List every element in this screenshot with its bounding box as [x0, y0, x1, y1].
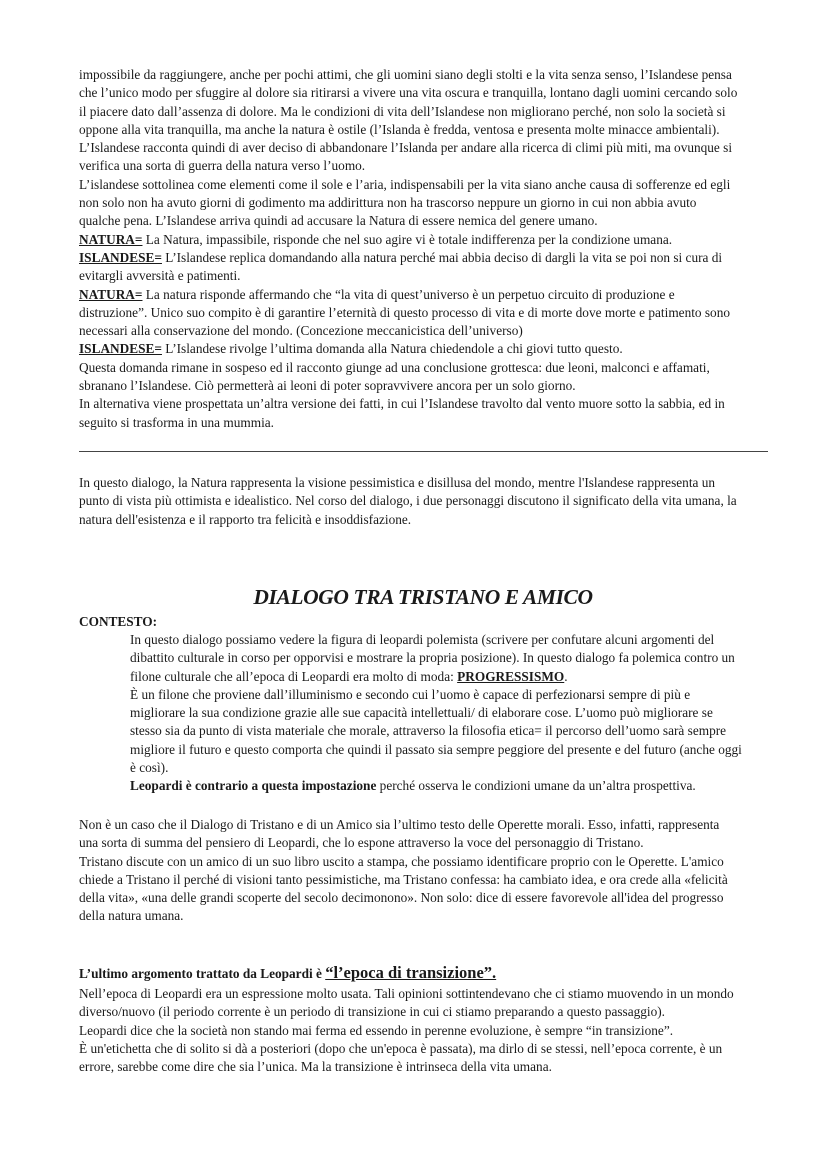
text-line: Nell’epoca di Leopardi era un espressione molto usata. Tali opinioni sottintendevano che ci stiamo muovendo in un mondo [79, 986, 734, 1001]
bold-statement: Leopardi è contrario a questa impostazione [130, 778, 377, 794]
text-line: L’islandese sottolinea come elementi come il sole e l’aria, indispensabili per la vita siano anche causa di sofferenze ed egli [79, 176, 731, 192]
text-line: Tristano discute con un amico di un suo libro uscito a stampa, che possiamo identificare proprio con le Operette. L'amico [79, 853, 724, 869]
dialogue-text: L’Islandese rivolge l’ultima domanda alla Natura chiedendole a chi giovi tutto questo. [161, 341, 623, 357]
text-line: il piacere dato dall’assenza di dolore. Ma le condizioni di vita dell’Islandese non migliorano perché, non solo la società si [79, 103, 726, 119]
dialogue-natura-1 [79, 231, 769, 249]
text-line: che l’unico modo per sfuggire al dolore sia ritirarsi a vivere una vita oscura e tranquilla, lontano dagli uomini cercando solo [79, 85, 738, 101]
dialogue-islandese-1 [79, 249, 769, 267]
tristano-paragraph [79, 816, 769, 926]
text-line: non solo non ha avuto giorni di godimento ma addirittura non ha trascorso neppure un giorno in cui non abbia avuto [79, 195, 697, 211]
text-line: chiede a Tristano il perché di visioni tanto pessimistiche, ma Tristano confessa: ha cambiato idea, e ora crede alla «felicità [79, 871, 728, 887]
text-line: migliore il futuro e questo comporta che quindi il passato sia sempre peggiore del presente e del futuro (anche oggi [130, 741, 742, 757]
text-span: filone culturale che all’epoca di Leopardi era molto di moda: [130, 668, 458, 684]
text-line: necessari alla conservazione del mondo. (Concezione meccanicistica dell’universo) [79, 323, 523, 339]
text-line [130, 777, 772, 795]
contesto-paragraph [130, 631, 772, 796]
text-line: migliorare la sua condizione grazie alle sue capacità intellettuali/ di elaborare cose. L’uomo può migliorare se [130, 705, 713, 721]
summary-paragraph [79, 474, 769, 529]
transizione-section [79, 962, 769, 1076]
horizontal-divider [79, 451, 768, 452]
text-line: errore, sarebbe come dire che sia l’unica. Ma la transizione è intrinseca della vita umana. [79, 1059, 552, 1075]
text-line: della vita», «una delle grandi scoperte del secolo decimonono». Non solo: dice di essere favorevole all'idea del progresso [79, 890, 724, 906]
text-line: impossibile da raggiungere, anche per pochi attimi, che gli uomini siano degli stolti e la vita senza senso, l’Islandese pensa [79, 67, 732, 82]
heading-text: L’ultimo argomento trattato da Leopardi è [79, 966, 326, 981]
speaker-label-natura: NATURA= [79, 286, 143, 302]
text-line: distruzione”. Unico suo compito è di garantire l’eternità di questo processo di vita e di morte dove morte e patimento sono [79, 304, 731, 320]
intro-paragraph [79, 66, 769, 432]
dialogue-text: La Natura, impassibile, risponde che nel suo agire vi è totale indifferenza per la condizione umana. [142, 231, 673, 247]
text-line: una sorta di summa del pensiero di Leopardi, che lo espone attraverso la voce del personaggio di Tristano. [79, 835, 644, 851]
text-line: della natura umana. [79, 908, 184, 924]
text-line: Leopardi dice che la società non stando mai ferma ed essendo in perenne evoluzione, è sempre “in transizione”. [79, 1022, 674, 1038]
progressismo-term: PROGRESSISMO [457, 668, 565, 684]
transizione-heading [79, 962, 769, 985]
contesto-heading: CONTESTO: [79, 614, 158, 629]
text-line: oppone alla vita tranquilla, ma anche la natura è ostile (l’Islanda è fredda, ventosa e presenta molte minacce ambientali). [79, 121, 720, 137]
text-line: è così). [130, 760, 169, 776]
text-line: dibattito culturale in corso per opporvisi e mostrare la propria posizione). In questo dialogo fa polemica contro un [130, 650, 735, 666]
dialogue-text: La natura risponde affermando che “la vita di quest’universo è un perpetuo circuito di produzione e [142, 286, 675, 302]
text-line: punto di vista più ottimista e idealistico. Nel corso del dialogo, i due personaggi discutono il significato della vita umana, la [79, 493, 737, 509]
text-line: sbranano l’Islandese. Ciò permetterà ai leoni di poter sopravvivere ancora per un solo giorno. [79, 378, 576, 394]
text-line: L’Islandese racconta quindi di aver deciso di abbandonare l’Islanda per andare alla ricerca di climi più miti, ma ovunque si [79, 140, 733, 156]
speaker-label-natura: NATURA= [79, 231, 143, 247]
text-span: perché osserva le condizioni umane da un’altra prospettiva. [376, 778, 696, 794]
text-line [130, 668, 772, 686]
text-line: È un'etichetta che di solito si dà a posteriori (dopo che un'epoca è passata), ma dirlo di se stessi, nell’epoca corrente, è un [79, 1040, 723, 1056]
dialogue-natura-2 [79, 286, 769, 304]
text-line: In questo dialogo, la Natura rappresenta la visione pessimistica e disillusa del mondo, mentre l'Islandese rappresenta un [79, 475, 716, 490]
text-line: Questa domanda rimane in sospeso ed il racconto giunge ad una conclusione grottesca: due leoni, malconci e affamati, [79, 359, 710, 375]
speaker-label-islandese: ISLANDESE= [79, 341, 162, 357]
text-line: stesso sia da punto di vista materiale che morale, attraverso la filosofia etica= il percorso dell’uomo sarà sempre [130, 723, 727, 739]
text-line: verifica una sorta di guerra della natura verso l’uomo. [79, 158, 366, 174]
dialogue-text: L’Islandese replica domandando alla natura perché mai abbia deciso di dargli la vita se poi non si cura di [161, 249, 723, 265]
text-line: Non è un caso che il Dialogo di Tristano e di un Amico sia l’ultimo testo delle Operette morali. Esso, infatti, rappresenta [79, 817, 720, 832]
dialogue-islandese-2 [79, 340, 769, 358]
text-line: In questo dialogo possiamo vedere la figura di leopardi polemista (scrivere per confutare alcuni argomenti del [130, 632, 715, 647]
text-line: evitargli avversità e patimenti. [79, 268, 241, 284]
text-line: È un filone che proviene dall’illuminismo e secondo cui l’uomo è capace di perfezionarsi sempre di più e [130, 686, 691, 702]
text-line: In alternativa viene prospettata un’altra versione dei fatti, in cui l’Islandese travolto dal vento muore sotto la sabbia, ed in [79, 396, 725, 412]
text-line: natura dell'esistenza e il rapporto tra felicità e insoddisfazione. [79, 511, 412, 527]
heading-emphasis: “l’epoca di transizione”. [325, 963, 497, 982]
text-line: qualche pena. L’Islandese arriva quindi ad accusare la Natura di essere nemica del genere umano. [79, 213, 598, 229]
text-line: seguito si trasforma in una mummia. [79, 414, 274, 430]
speaker-label-islandese: ISLANDESE= [79, 249, 162, 265]
section-title: DIALOGO TRA TRISTANO E AMICO [253, 585, 593, 609]
text-line: diverso/nuovo (il periodo corrente è un periodo di transizione in cui ci stiamo preparando a questo passaggio). [79, 1004, 666, 1020]
text-span: . [564, 668, 568, 684]
